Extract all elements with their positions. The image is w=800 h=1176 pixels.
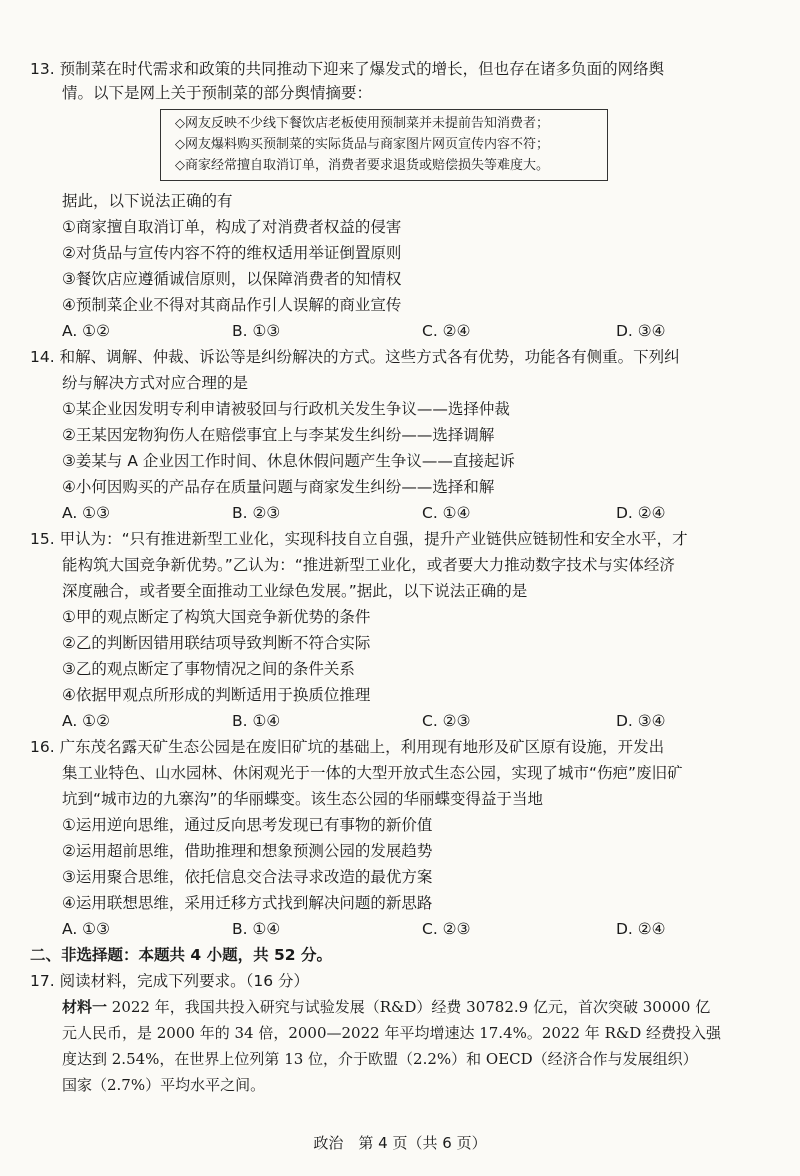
q14-item-3: ③姜某与 A 企业因工作时间、休息休假问题产生争议——直接起诉 [62,452,515,470]
q17-material-1-line-1 [62,996,710,1018]
q14-option-d: D. ②④ [616,504,666,522]
q13-option-c: C. ②④ [422,322,471,340]
q17-material-label: 材料一 [62,998,108,1016]
q15-item-3: ③乙的观点断定了事物情况之间的条件关系 [62,660,355,678]
q13-line-1: 13. 预制菜在时代需求和政策的共同推动下迎来了爆发式的增长，但也存在诸多负面的网络舆 [30,60,665,78]
q15-option-d: D. ③④ [616,712,666,730]
q14-option-c: C. ①④ [422,504,471,522]
q13-quote-box [160,109,608,181]
q15-line-3: 深度融合，或者要全面推动工业绿色发展。”据此，以下说法正确的是 [62,582,528,600]
q13-box-line-3: ◇商家经常擅自取消订单，消费者要求退货或赔偿损失等难度大。 [175,158,549,173]
q14-item-1: ①某企业因发明专利申请被驳回与行政机关发生争议——选择仲裁 [62,400,510,418]
q17-material-text: 2022 年，我国共投入研究与试验发展（R&D）经费 30782.9 亿元，首次突破 30000 亿 [107,998,711,1016]
q15-item-1: ①甲的观点断定了构筑大国竞争新优势的条件 [62,608,371,626]
q13-item-2: ②对货品与宣传内容不符的维权适用举证倒置原则 [62,244,402,262]
q13-box-line-2: ◇网友爆料购买预制菜的实际货品与商家图片网页宣传内容不符； [175,137,549,152]
q17-material-1-line-2: 元人民币，是 2000 年的 34 倍，2000—2022 年平均增速达 17.4%。2022 年 R&D 经费投入强 [62,1024,722,1042]
q15-line-1: 15. 甲认为：“只有推进新型工业化，实现科技自立自强，提升产业链供应链韧性和安全水平，才 [30,530,688,548]
q15-line-2: 能构筑大国竞争新优势。”乙认为：“推进新型工业化，或者要大力推动数字技术与实体经济 [62,556,675,574]
q15-item-2: ②乙的判断因错用联结项导致判断不符合实际 [62,634,371,652]
q13-option-a: A. ①② [62,322,110,340]
q14-line-2: 纷与解决方式对应合理的是 [62,374,249,392]
q14-item-4: ④小何因购买的产品存在质量问题与商家发生纠纷——选择和解 [62,478,495,496]
q16-line-2: 集工业特色、山水园林、休闲观光于一体的大型开放式生态公园，实现了城市“伤疤”废旧矿 [62,764,683,782]
q13-stem: 据此，以下说法正确的有 [62,192,233,210]
page-footer: 政治 第 4 页（共 6 页） [313,1134,487,1152]
q14-line-1: 14. 和解、调解、仲裁、诉讼等是纠纷解决的方式。这些方式各有优势，功能各有侧重。下列纠 [30,348,680,366]
section-2-heading: 二、非选择题：本题共 4 小题，共 52 分。 [30,946,332,964]
q16-option-a: A. ①③ [62,920,110,938]
q16-option-c: C. ②③ [422,920,471,938]
q16-item-4: ④运用联想思维，采用迁移方式找到解决问题的新思路 [62,894,433,912]
q13-item-3: ③餐饮店应遵循诚信原则，以保障消费者的知情权 [62,270,402,288]
q16-line-1: 16. 广东茂名露天矿生态公园是在废旧矿坑的基础上，利用现有地形及矿区原有设施，开发出 [30,738,665,756]
q16-item-2: ②运用超前思维，借助推理和想象预测公园的发展趋势 [62,842,433,860]
q13-item-4: ④预制菜企业不得对其商品作引人误解的商业宣传 [62,296,402,314]
q14-item-2: ②王某因宠物狗伤人在赔偿事宜上与李某发生纠纷——选择调解 [62,426,495,444]
q13-item-1: ①商家擅自取消订单，构成了对消费者权益的侵害 [62,218,402,236]
q16-item-3: ③运用聚合思维，依托信息交合法寻求改造的最优方案 [62,868,433,886]
q15-item-4: ④依据甲观点所形成的判断适用于换质位推理 [62,686,371,704]
q16-item-1: ①运用逆向思维，通过反向思考发现已有事物的新价值 [62,816,433,834]
q13-option-d: D. ③④ [616,322,666,340]
q13-line-2: 情。以下是网上关于预制菜的部分舆情摘要： [62,84,373,102]
q16-option-b: B. ①④ [232,920,281,938]
q13-box-line-1: ◇网友反映不少线下餐饮店老板使用预制菜并未提前告知消费者； [175,116,549,131]
q14-option-b: B. ②③ [232,504,281,522]
q16-option-d: D. ②④ [616,920,666,938]
q17-material-1-line-4: 国家（2.7%）平均水平之间。 [62,1076,266,1094]
q15-option-c: C. ②③ [422,712,471,730]
q16-line-3: 坑到“城市边的九寨沟”的华丽蝶变。该生态公园的华丽蝶变得益于当地 [62,790,544,808]
q14-option-a: A. ①③ [62,504,110,522]
q13-option-b: B. ①③ [232,322,281,340]
q17-title: 17. 阅读材料，完成下列要求。（16 分） [30,972,309,990]
q17-material-1-line-3: 度达到 2.54%，在世界上位列第 13 位，介于欧盟（2.2%）和 OECD（经济合作与发展组织） [62,1050,698,1068]
q15-option-b: B. ①④ [232,712,281,730]
q15-option-a: A. ①② [62,712,110,730]
